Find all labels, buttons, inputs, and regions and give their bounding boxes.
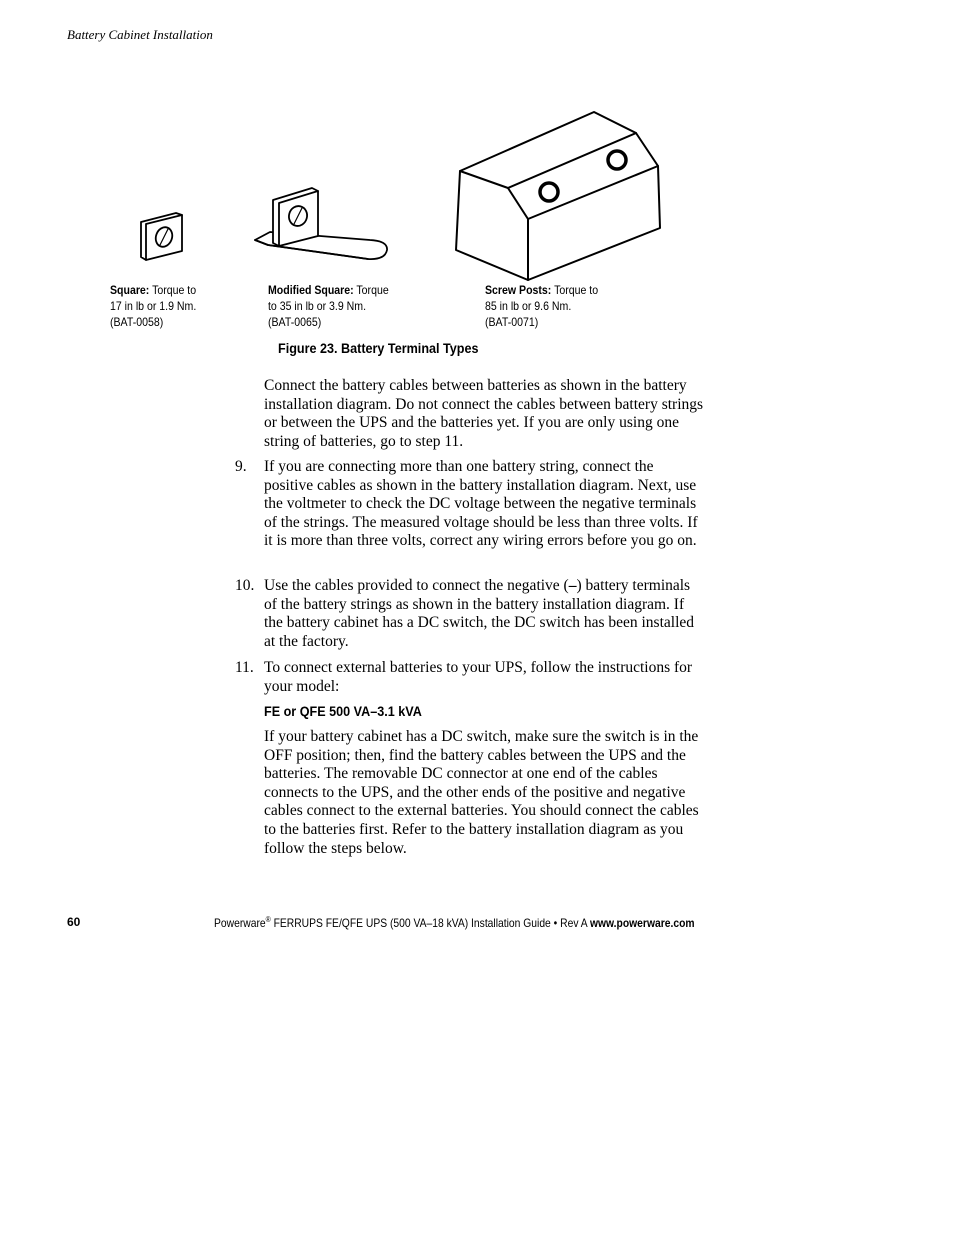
square-terminal-illustration xyxy=(141,213,182,260)
step-number: 9. xyxy=(235,458,247,475)
step-text-part: ) battery terminals of the battery strings as shown in the battery installation diagram. If the battery cabinet has a DC switch, the DC switch has been installed at the factory. xyxy=(264,577,695,650)
terminal-caption-square xyxy=(110,282,196,330)
intro-paragraph: Connect the battery cables between batteries as shown in the battery installation diagram. Do not connect the cables between battery strings or between the UPS and the batteries yet. If you are only using one string of batteries, go to step 11. xyxy=(264,377,704,450)
step-number: 10. xyxy=(235,577,255,594)
terminal-name: Modified Square: xyxy=(268,283,354,297)
footer-brand: Powerware xyxy=(214,916,266,930)
page-number: 60 xyxy=(67,915,81,929)
terminal-name: Square: xyxy=(110,283,150,297)
negative-symbol: – xyxy=(568,577,577,594)
terminal-caption-line: 85 in lb or 9.6 Nm. xyxy=(485,299,572,313)
terminal-caption-screw-posts xyxy=(485,282,598,330)
registered-mark: ® xyxy=(265,915,271,924)
screw-post-battery-illustration xyxy=(456,112,660,280)
terminal-name: Screw Posts: xyxy=(485,283,552,297)
footer-guide-title: FERRUPS FE/QFE UPS (500 VA–18 kVA) Installation Guide • Rev A xyxy=(270,916,590,930)
terminal-caption-modified-square xyxy=(268,282,389,330)
step-text: To connect external batteries to your UPS, follow the instructions for your model: xyxy=(264,659,693,695)
terminal-caption-line: (BAT-0058) xyxy=(110,315,164,329)
footer-text xyxy=(214,915,695,930)
battery-terminal-figure xyxy=(0,0,954,290)
step-text xyxy=(264,577,704,651)
step-text-part: Use the cables provided to connect the negative ( xyxy=(264,577,569,594)
model-subheading: FE or QFE 500 VA–3.1 kVA xyxy=(264,703,422,719)
closing-paragraph: If your battery cabinet has a DC switch, make sure the switch is in the OFF position; then, find the battery cables between the UPS and the batteries. The removable DC connector at one end of the cables connects to the UPS, and the other ends of the positive and negative cables connect to the external batteries. You should connect the cables to the batteries first. Refer to the battery installation diagram as you follow the steps below. xyxy=(264,728,699,857)
terminal-caption-line: 17 in lb or 1.9 Nm. xyxy=(110,299,197,313)
modified-square-terminal-illustration xyxy=(255,188,387,259)
terminal-caption-line: (BAT-0065) xyxy=(268,315,322,329)
figure-title: Figure 23. Battery Terminal Types xyxy=(278,340,479,356)
terminal-caption-line: to 35 in lb or 3.9 Nm. xyxy=(268,299,367,313)
step-number: 11. xyxy=(235,659,254,676)
terminal-caption-line: Torque to xyxy=(149,283,197,297)
footer-url: www.powerware.com xyxy=(589,916,695,930)
terminal-caption-line: Torque to xyxy=(551,283,599,297)
running-header: Battery Cabinet Installation xyxy=(67,27,213,42)
terminal-caption-line: Torque xyxy=(353,283,389,297)
step-text: If you are connecting more than one battery string, connect the positive cables as shown in the battery installation diagram. Next, use the voltmeter to check the DC voltage between the negative terminals of the strings. The measured voltage should be less than three volts. If it is more than three volts, correct any wiring errors before you go on. xyxy=(264,458,698,550)
terminal-caption-line: (BAT-0071) xyxy=(485,315,539,329)
